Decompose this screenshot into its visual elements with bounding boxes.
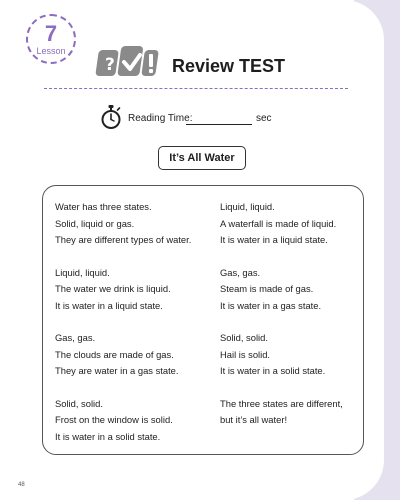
header-divider: [44, 88, 348, 89]
text-column-right: [220, 199, 343, 461]
text-line: They are water in a gas state.: [55, 365, 179, 377]
text-line: Solid, solid.: [55, 397, 103, 409]
text-line: Liquid, liquid.: [220, 201, 275, 212]
text-line: It is water in a liquid state.: [55, 299, 163, 311]
text-line: They are different types of water.: [55, 234, 192, 246]
text-line: Solid, liquid or gas.: [55, 217, 135, 229]
text-line: Frost on the window is solid.: [55, 414, 173, 426]
story-title: It’s All Water: [158, 146, 246, 170]
text-line: Gas, gas.: [220, 266, 261, 278]
text-line: It is water in a solid state.: [55, 430, 161, 442]
text-line: Solid, solid.: [220, 332, 268, 344]
text-line: Liquid, liquid.: [55, 266, 110, 278]
text-line: Hail is solid.: [220, 348, 271, 360]
stanza: [220, 330, 343, 396]
page-number: 48: [18, 482, 25, 488]
reading-time-unit: sec: [256, 113, 272, 124]
stanza: [55, 199, 191, 265]
text-column-left: [55, 199, 191, 461]
text-line: Gas, gas.: [55, 332, 96, 344]
text-line: It is water in a liquid state.: [220, 234, 328, 246]
reading-time-input[interactable]: [186, 124, 252, 125]
stanza: [55, 396, 191, 462]
text-line: It is water in a solid state.: [220, 365, 326, 377]
lesson-number: 7: [44, 20, 58, 46]
stopwatch-icon: [100, 104, 122, 130]
text-line: Water has three states.: [55, 201, 152, 212]
lesson-badge: [26, 14, 76, 64]
stanza: [55, 330, 191, 396]
stanza: [55, 265, 191, 331]
text-line: but it’s all water!: [220, 414, 288, 426]
svg-text:?: ?: [105, 55, 115, 75]
text-line: The three states are different,: [220, 397, 343, 409]
reading-time-label: Reading Time:: [128, 113, 193, 124]
text-line: The water we drink is liquid.: [55, 283, 171, 295]
stanza: [220, 265, 343, 331]
review-test-logo-icon: [94, 42, 164, 82]
page-title: Review TEST: [172, 56, 286, 76]
text-line: The clouds are made of gas.: [55, 348, 174, 360]
text-line: It is water in a gas state.: [220, 299, 322, 311]
text-line: A waterfall is made of liquid.: [220, 217, 337, 229]
stanza: [220, 199, 343, 265]
text-line: Steam is made of gas.: [220, 283, 314, 295]
lesson-label: Lesson: [36, 45, 66, 56]
stanza: [220, 396, 343, 462]
